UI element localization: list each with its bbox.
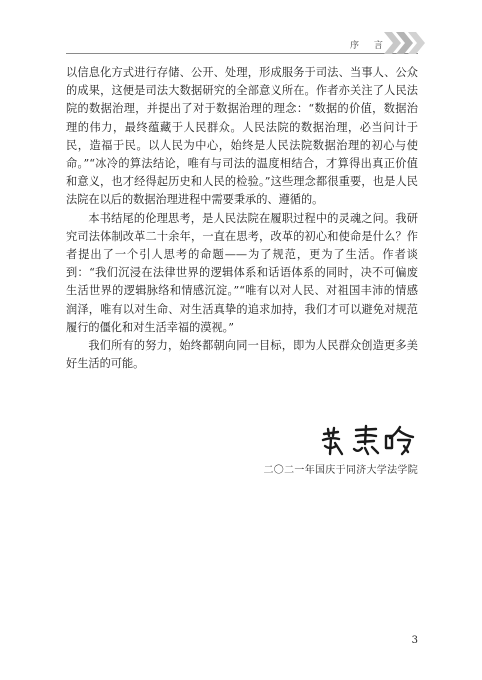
- paragraph: 本书结尾的伦理思考，是人民法院在履职过程中的灵魂之问。我研究司法体制改革二十余年，一直在思考，改革的初心和使命是什么？作者提出了一个引人思考的命题——为了规范，更为了生活。作者谈到：“我们沉浸在法律世界的逻辑体系和话语体系的同时，决不可偏废生活世界的逻辑脉络和情感沉淀。”“唯有以对人民、对祖国丰沛的情感润泽，唯有以对生命、对生活真挚的追求加持，我们才可以避免对规范履行的僵化和对生活幸福的漠视。”: [66, 211, 418, 334]
- page-number: 3: [411, 635, 418, 646]
- body-text: [66, 64, 418, 373]
- handwritten-signature: [318, 424, 418, 458]
- running-head: 序 言: [350, 41, 389, 51]
- chevron-ornament-icon: [384, 32, 428, 54]
- paragraph: 以信息化方式进行存储、公开、处理，形成服务于司法、当事人、公众的成果，这便是司法大数据研究的全部意义所在。作者亦关注了人民法院的数据治理，并提出了对于数据治理的理念：“数据的价值，数据治理的伟力，最终蕴藏于人民群众。人民法院的数据治理，必当问计于民，造福于民。以人民为中心，始终是人民法院数据治理的初心与使命。”“冰冷的算法结论，唯有与司法的温度相结合，才算得出真正价值和意义，也才经得起历史和人民的检验。”这些理念都很重要，也是人民法院在以后的数据治理进程中需要秉承的、遵循的。: [66, 66, 418, 207]
- header-rule: [66, 53, 418, 54]
- paragraph: 我们所有的努力，始终都朝向同一目标，即为人民群众创造更多美好生活的可能。: [66, 339, 418, 371]
- dateline: 二〇二一年国庆于同济大学法学院: [263, 465, 418, 476]
